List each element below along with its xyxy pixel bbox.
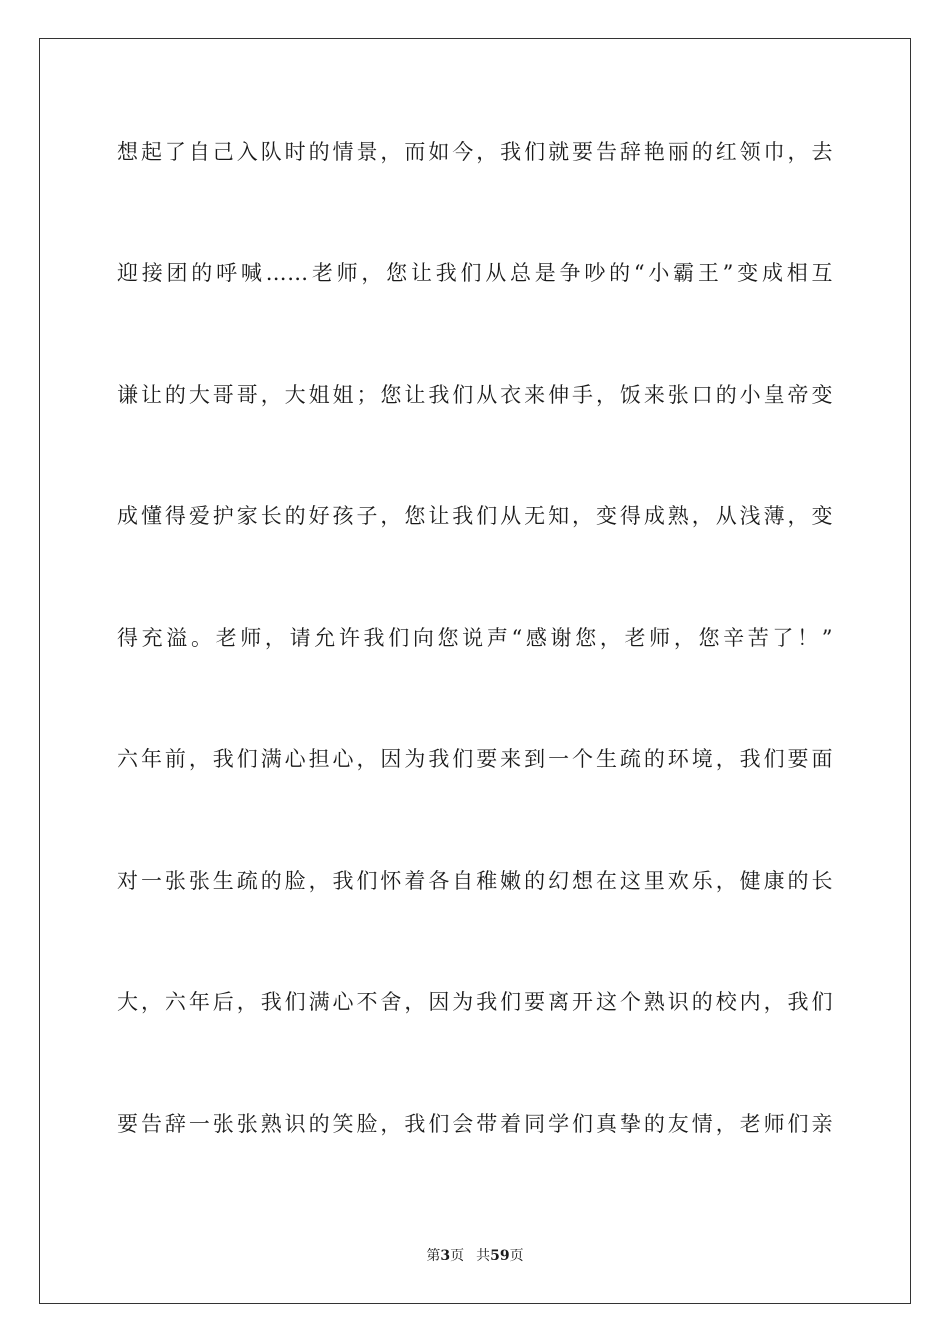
page-footer	[0, 1247, 950, 1265]
total-prefix: 共	[476, 1248, 491, 1264]
text-line: 谦让的大哥哥，大姐姐；您让我们从衣来伸手，饭来张口的小皇帝变	[117, 383, 833, 407]
text-line: 大，六年后，我们满心不舍，因为我们要离开这个熟识的校内，我们	[117, 990, 833, 1014]
page-suffix: 页	[450, 1248, 465, 1264]
text-line: 得充溢。老师，请允许我们向您说声“感谢您，老师，您辛苦了！”	[117, 626, 833, 650]
text-line: 要告辞一张张熟识的笑脸，我们会带着同学们真挚的友情，老师们亲	[117, 1112, 833, 1136]
text-line: 想起了自己入队时的情景，而如今，我们就要告辞艳丽的红领巾，去	[117, 140, 833, 164]
text-line: 成懂得爱护家长的好孩子，您让我们从无知，变得成熟，从浅薄，变	[117, 504, 833, 528]
page-prefix: 第	[426, 1248, 441, 1264]
text-line: 迎接团的呼喊……老师，您让我们从总是争吵的“小霸王”变成相互	[117, 261, 833, 285]
text-line: 六年前，我们满心担心，因为我们要来到一个生疏的环境，我们要面	[117, 747, 833, 771]
page-total: 59	[490, 1248, 510, 1264]
total-suffix: 页	[509, 1248, 524, 1264]
text-line: 对一张张生疏的脸，我们怀着各自稚嫩的幻想在这里欢乐，健康的长	[117, 869, 833, 893]
page-current: 3	[440, 1248, 451, 1264]
